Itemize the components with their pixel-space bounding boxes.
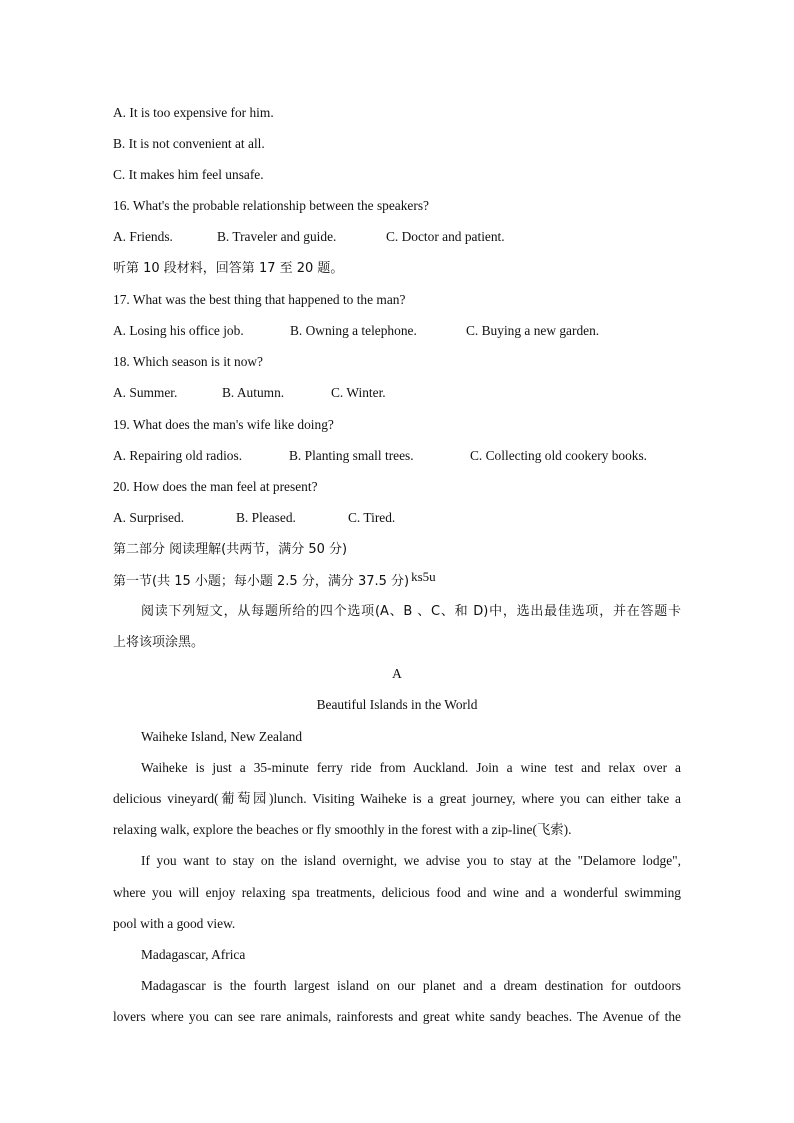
- q19-stem: 19. What does the man's wife like doing?: [113, 417, 334, 432]
- q18-option-b: B. Autumn.: [222, 385, 285, 400]
- passage-title: Beautiful Islands in the World: [316, 697, 478, 712]
- q19-option-a: A. Repairing old radios.: [113, 448, 243, 463]
- q18-stem: 18. Which season is it now?: [113, 354, 264, 369]
- madagascar-heading: Madagascar, Africa: [141, 947, 246, 962]
- section-10-instruction: 听第 10 段材料，回答第 17 至 20 题。: [113, 261, 344, 276]
- q19-option-b: B. Planting small trees.: [289, 448, 414, 463]
- q20-option-b: B. Pleased.: [236, 510, 296, 525]
- q20-option-c: C. Tired.: [348, 510, 396, 525]
- q18-options: [113, 384, 386, 402]
- waiheke-heading: Waiheke Island, New Zealand: [141, 729, 303, 744]
- q17-options: [113, 322, 599, 340]
- q20-option-a: A. Surprised.: [113, 510, 185, 525]
- q20-stem: 20. How does the man feel at present?: [113, 479, 318, 494]
- q19-option-c: C. Collecting old cookery books.: [470, 448, 648, 463]
- q19-options: [113, 447, 647, 465]
- instructions-line-2: 上将该项涂黑。: [113, 635, 205, 650]
- waiheke-p1-line-1: Waiheke is just a 35-minute ferry ride from Auckland. Join a wine test and relax over a: [141, 760, 681, 775]
- q17-option-a: A. Losing his office job.: [113, 323, 244, 338]
- q16-option-c: C. Doctor and patient.: [386, 229, 505, 244]
- q15-option-a: A. It is too expensive for him.: [113, 105, 274, 120]
- q17-option-b: B. Owning a telephone.: [290, 323, 417, 338]
- q17-stem: 17. What was the best thing that happened to the man?: [113, 292, 406, 307]
- section-1-heading-line: [113, 569, 436, 591]
- waiheke-p2-line-1: If you want to stay on the island overnight, we advise you to stay at the "Delamore lodge",: [141, 853, 681, 868]
- waiheke-p2-line-2: where you will enjoy relaxing spa treatments, delicious food and wine and a wonderful swimming: [113, 885, 681, 900]
- q18-option-a: A. Summer.: [113, 385, 178, 400]
- waiheke-p1-line-2: delicious vineyard(葡萄园)lunch. Visiting Waiheke is a great journey, where you can either take a: [113, 791, 681, 806]
- waiheke-p1-line-3: relaxing walk, explore the beaches or fly smoothly in the forest with a zip-line(飞索).: [113, 822, 572, 837]
- instructions-line-1: 阅读下列短文，从每题所给的四个选项(A、B 、C、和 D)中，选出最佳选项，并在答题卡: [141, 604, 681, 619]
- q16-option-a: A. Friends.: [113, 229, 173, 244]
- ks5u-watermark: ks5u: [411, 569, 436, 584]
- q16-option-b: B. Traveler and guide.: [217, 229, 337, 244]
- waiheke-p2-line-3: pool with a good view.: [113, 916, 236, 931]
- q16-options: [113, 228, 505, 246]
- q15-option-c: C. It makes him feel unsafe.: [113, 167, 264, 182]
- madagascar-p1-line-2: lovers where you can see rare animals, rainforests and great white sandy beaches. The Avenue of the: [113, 1009, 681, 1024]
- part-2-heading: 第二部分 阅读理解(共两节，满分 50 分): [113, 542, 348, 557]
- q20-options: [113, 509, 395, 527]
- passage-label: A: [392, 666, 402, 681]
- q18-option-c: C. Winter.: [331, 385, 386, 400]
- q15-option-b: B. It is not convenient at all.: [113, 136, 265, 151]
- q17-option-c: C. Buying a new garden.: [466, 323, 600, 338]
- section-1-heading: 第一节(共 15 小题；每小题 2.5 分，满分 37.5 分): [113, 574, 410, 589]
- q16-stem: 16. What's the probable relationship between the speakers?: [113, 198, 429, 213]
- madagascar-p1-line-1: Madagascar is the fourth largest island on our planet and a dream destination for outdoors: [141, 978, 681, 993]
